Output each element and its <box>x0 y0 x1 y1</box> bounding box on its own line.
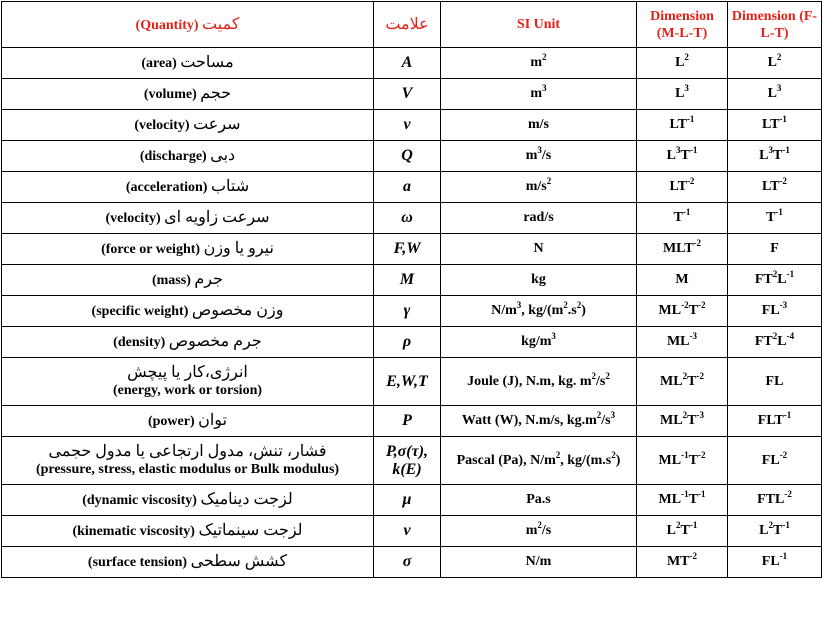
cell-dim-mlt: $ML^2T^{-3}$ <box>637 406 728 437</box>
cell-symbol: A <box>374 48 441 79</box>
cell-symbol: σ <box>374 547 441 578</box>
quantity-fa: حجم <box>200 85 232 102</box>
quantity-fa: کشش سطحی <box>190 553 288 570</box>
table-row <box>2 234 822 265</box>
header-symbol <box>374 2 441 48</box>
cell-si-unit: $m/s^2$ <box>441 172 637 203</box>
cell-si-unit: Watt (W), N.m/s, $kg.m^2/s^3$ <box>441 406 637 437</box>
cell-dim-flt: $FT^2L^{-1}$ <box>728 265 822 296</box>
cell-symbol: ν <box>374 516 441 547</box>
quantity-fa: نیرو یا وزن <box>203 240 274 257</box>
cell-symbol: Q <box>374 141 441 172</box>
cell-symbol: V <box>374 79 441 110</box>
header-quantity <box>2 2 374 48</box>
quantity-fa: لزجت دینامیک <box>200 491 293 508</box>
table-body <box>2 48 822 578</box>
cell-dim-flt: $LT^{-2}$ <box>728 172 822 203</box>
cell-symbol: ω <box>374 203 441 234</box>
quantity-fa: لزجت سینماتیک <box>198 522 303 539</box>
cell-dim-flt: $T^{-1}$ <box>728 203 822 234</box>
quantity-fa: توان <box>198 412 228 429</box>
quantity-en: (area) <box>141 56 177 71</box>
cell-dim-flt: $FLT^{-1}$ <box>728 406 822 437</box>
cell-dim-mlt: $MT^{-2}$ <box>637 547 728 578</box>
cell-quantity <box>2 265 374 296</box>
cell-symbol: μ <box>374 485 441 516</box>
cell-dim-flt: $FL^{-3}$ <box>728 296 822 327</box>
cell-dim-flt: $L^2$ <box>728 48 822 79</box>
table-row <box>2 265 822 296</box>
cell-dim-mlt: $ML^{-3}$ <box>637 327 728 358</box>
cell-dim-mlt: $ML^{-1}T^{-2}$ <box>637 437 728 485</box>
cell-si-unit: rad/s <box>441 203 637 234</box>
cell-dim-flt: $FL^{-2}$ <box>728 437 822 485</box>
quantity-fa: جرم <box>194 271 223 288</box>
cell-symbol: v <box>374 110 441 141</box>
quantity-en: (density) <box>113 335 166 350</box>
table-row <box>2 485 822 516</box>
cell-si-unit: Pa.s <box>441 485 637 516</box>
cell-quantity <box>2 485 374 516</box>
quantity-fa: سرعت <box>193 116 241 133</box>
quantity-fa: جرم مخصوص <box>168 333 262 350</box>
quantity-fa: دبی <box>210 147 236 164</box>
table-row <box>2 547 822 578</box>
quantity-en: (kinematic viscosity) <box>72 524 195 539</box>
table-row <box>2 79 822 110</box>
header-dim-flt: Dimension (F-L-T) <box>728 2 822 48</box>
cell-dim-mlt: $L^2$ <box>637 48 728 79</box>
cell-si-unit: $kg/m^3$ <box>441 327 637 358</box>
table-wrapper <box>1 1 822 578</box>
header-quantity-fa: کمیت <box>202 15 240 33</box>
cell-symbol: E,W,T <box>374 358 441 406</box>
cell-dim-flt: $FT^2L^{-4}$ <box>728 327 822 358</box>
cell-symbol: P <box>374 406 441 437</box>
cell-quantity <box>2 141 374 172</box>
quantity-en: (acceleration) <box>125 180 208 195</box>
quantity-en: (dynamic viscosity) <box>82 493 197 508</box>
table-row <box>2 437 822 485</box>
cell-dim-mlt: $ML^{-2}T^{-2}$ <box>637 296 728 327</box>
cell-dim-flt: $L^2T^{-1}$ <box>728 516 822 547</box>
cell-si-unit: $m^3$ <box>441 79 637 110</box>
header-si-unit: SI Unit <box>441 2 637 48</box>
cell-quantity <box>2 110 374 141</box>
cell-dim-flt: F <box>728 234 822 265</box>
table-row <box>2 48 822 79</box>
cell-dim-mlt: $L^3T^{-1}$ <box>637 141 728 172</box>
quantity-en: (pressure, stress, elastic modulus or Bulk modulus) <box>35 462 340 477</box>
header-quantity-en: (Quantity) <box>135 17 199 33</box>
cell-dim-mlt: $ML^2T^{-2}$ <box>637 358 728 406</box>
cell-si-unit: kg <box>441 265 637 296</box>
cell-quantity <box>2 437 374 485</box>
cell-dim-flt: FL <box>728 358 822 406</box>
cell-symbol: F,W <box>374 234 441 265</box>
table-row <box>2 172 822 203</box>
table-row <box>2 296 822 327</box>
cell-si-unit: Pascal (Pa), $N/m^2$, $kg/(m.s^2)$ <box>441 437 637 485</box>
quantity-fa: سرعت زاویه ای <box>164 209 270 226</box>
quantity-en: (surface tension) <box>87 555 188 570</box>
cell-dim-mlt: $L^3$ <box>637 79 728 110</box>
cell-si-unit: $m^3/s$ <box>441 141 637 172</box>
cell-dim-mlt: M <box>637 265 728 296</box>
quantity-en: (power) <box>147 414 195 429</box>
quantity-en: (specific weight) <box>91 304 189 319</box>
quantity-en: (velocity) <box>105 211 161 226</box>
cell-quantity <box>2 48 374 79</box>
cell-symbol: γ <box>374 296 441 327</box>
header-symbol-text: علامت <box>385 15 429 33</box>
cell-quantity <box>2 516 374 547</box>
table-row <box>2 406 822 437</box>
quantity-fa: شتاب <box>210 178 250 195</box>
cell-si-unit: N/m <box>441 547 637 578</box>
cell-quantity <box>2 547 374 578</box>
quantities-table <box>1 1 822 578</box>
cell-quantity <box>2 234 374 265</box>
cell-dim-mlt: $LT^{-1}$ <box>637 110 728 141</box>
cell-quantity <box>2 327 374 358</box>
table-row <box>2 141 822 172</box>
cell-dim-flt: $L^3T^{-1}$ <box>728 141 822 172</box>
cell-si-unit: Joule (J), N.m, kg. $m^2/s^2$ <box>441 358 637 406</box>
table-row <box>2 358 822 406</box>
cell-symbol: ρ <box>374 327 441 358</box>
table-row <box>2 327 822 358</box>
cell-si-unit: $m^2$ <box>441 48 637 79</box>
cell-symbol: a <box>374 172 441 203</box>
cell-si-unit: $N/m^3$, $kg/(m^2.s^2)$ <box>441 296 637 327</box>
cell-dim-flt: $FTL^{-2}$ <box>728 485 822 516</box>
quantity-fa: فشار، تنش، مدول ارتجاعی یا مدول حجمی <box>48 443 327 460</box>
quantity-en: (volume) <box>143 87 197 102</box>
cell-quantity <box>2 172 374 203</box>
cell-quantity <box>2 79 374 110</box>
cell-si-unit: N <box>441 234 637 265</box>
quantity-en: (mass) <box>151 273 191 288</box>
cell-dim-flt: $LT^{-1}$ <box>728 110 822 141</box>
quantity-en: (discharge) <box>139 149 207 164</box>
quantity-fa: انرژی،کار یا پیچش <box>127 364 248 381</box>
cell-quantity <box>2 358 374 406</box>
cell-dim-mlt: $L^2T^{-1}$ <box>637 516 728 547</box>
cell-si-unit: $m^2/s$ <box>441 516 637 547</box>
cell-quantity <box>2 406 374 437</box>
cell-dim-mlt: $T^{-1}$ <box>637 203 728 234</box>
quantity-en: (velocity) <box>134 118 190 133</box>
cell-symbol: M <box>374 265 441 296</box>
table-row <box>2 110 822 141</box>
header-row <box>2 2 822 48</box>
cell-si-unit: m/s <box>441 110 637 141</box>
cell-dim-mlt: $LT^{-2}$ <box>637 172 728 203</box>
cell-quantity <box>2 203 374 234</box>
quantity-en: (energy, work or torsion) <box>112 383 263 398</box>
cell-symbol: P,σ(τ), k(E) <box>374 437 441 485</box>
cell-quantity <box>2 296 374 327</box>
quantity-fa: وزن مخصوص <box>191 302 284 319</box>
cell-dim-mlt: $MLT^{-2}$ <box>637 234 728 265</box>
cell-dim-mlt: $ML^{-1}T^{-1}$ <box>637 485 728 516</box>
quantity-en: (force or weight) <box>101 242 201 257</box>
cell-dim-flt: $L^3$ <box>728 79 822 110</box>
header-dim-mlt: Dimension (M-L-T) <box>637 2 728 48</box>
cell-dim-flt: $FL^{-1}$ <box>728 547 822 578</box>
table-row <box>2 203 822 234</box>
quantity-fa: مساحت <box>180 54 234 71</box>
table-row <box>2 516 822 547</box>
